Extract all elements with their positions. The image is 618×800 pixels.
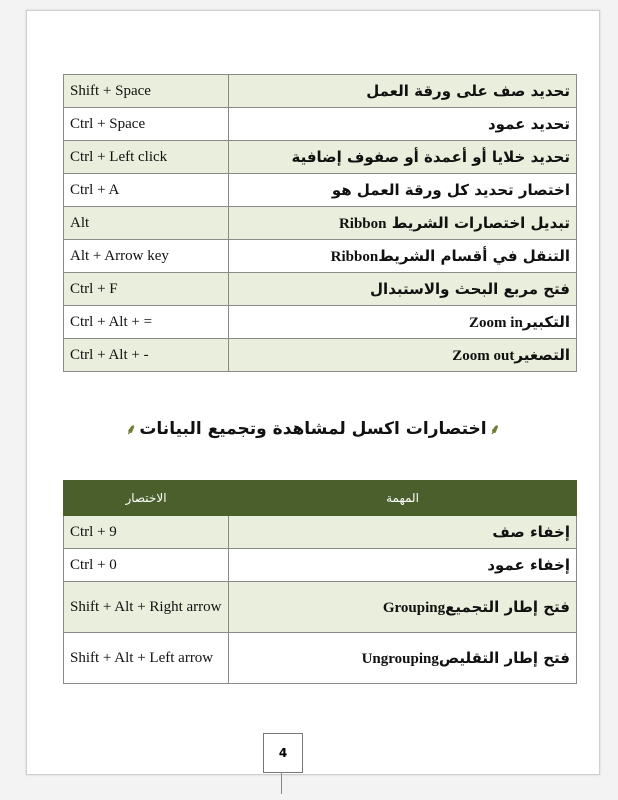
task-text-en: Ribbon xyxy=(338,215,387,232)
task-text-ar: تحديد خلايا أو أعمدة أو صفوف إضافية xyxy=(291,148,570,166)
shortcut-keys: Ctrl + 0 xyxy=(64,549,229,582)
shortcut-task xyxy=(229,240,577,273)
task-text-ar: تبديل اختصارات الشريط xyxy=(391,213,570,232)
column-header-task: المهمة xyxy=(229,481,577,516)
table-row xyxy=(64,273,577,306)
shortcut-keys: Shift + Alt + Left arrow xyxy=(64,633,229,684)
shortcut-keys: Ctrl + Space xyxy=(64,108,229,141)
page-number-stem xyxy=(281,772,282,794)
table-header-row xyxy=(64,481,577,516)
shortcut-task xyxy=(229,339,577,372)
shortcut-keys: Ctrl + Alt + - xyxy=(64,339,229,372)
task-text-en: Zoom out xyxy=(452,347,515,364)
task-text-ar: تحديد عمود xyxy=(487,115,570,133)
table-row xyxy=(64,306,577,339)
table-row xyxy=(64,141,577,174)
column-header-keys: الاختصار xyxy=(64,481,229,516)
document-page xyxy=(26,10,600,775)
shortcut-keys: Alt xyxy=(64,207,229,240)
shortcut-task xyxy=(229,549,577,582)
table-row xyxy=(64,339,577,372)
task-text-ar: فتح مربع البحث والاستبدال xyxy=(370,280,570,298)
task-text-en: Zoom in xyxy=(469,314,523,331)
table-row xyxy=(64,582,577,633)
shortcut-task xyxy=(229,108,577,141)
shortcut-task xyxy=(229,633,577,684)
table-row xyxy=(64,174,577,207)
task-text-en: Ungrouping xyxy=(361,650,439,667)
page-number: 4 xyxy=(263,733,303,773)
shortcut-task xyxy=(229,75,577,108)
section-heading-text: اختصارات اكسل لمشاهدة وتجميع البيانات xyxy=(139,419,487,439)
shortcut-keys: Ctrl + F xyxy=(64,273,229,306)
shortcut-task xyxy=(229,306,577,339)
shortcut-task xyxy=(229,516,577,549)
table-row xyxy=(64,207,577,240)
shortcut-task xyxy=(229,582,577,633)
shortcut-keys: Ctrl + 9 xyxy=(64,516,229,549)
shortcut-task xyxy=(229,273,577,306)
task-text-ar: التكبير xyxy=(522,312,570,331)
shortcut-task xyxy=(229,141,577,174)
table-row xyxy=(64,516,577,549)
shortcut-keys: Alt + Arrow key xyxy=(64,240,229,273)
task-text-ar: فتح إطار التجميع xyxy=(445,597,570,616)
table-row xyxy=(64,240,577,273)
task-text-ar: تحديد صف على ورقة العمل xyxy=(366,82,570,100)
task-text-ar: التنقل في أقسام الشريط xyxy=(378,246,570,265)
leaf-ornament-icon: ⸙ xyxy=(489,422,501,438)
leaf-ornament-icon: ⸙ xyxy=(125,422,137,438)
table-row xyxy=(64,633,577,684)
shortcut-task xyxy=(229,174,577,207)
task-text-en: Grouping xyxy=(382,599,446,616)
task-text-en: Ribbon xyxy=(330,248,379,265)
table-row xyxy=(64,75,577,108)
section-heading xyxy=(27,419,599,439)
shortcuts-table-selection xyxy=(63,74,577,372)
shortcut-keys: Ctrl + A xyxy=(64,174,229,207)
table-row xyxy=(64,108,577,141)
task-text-ar: اختصار تحديد كل ورقة العمل هو xyxy=(331,181,570,199)
task-text-ar: التصغير xyxy=(514,345,570,364)
shortcut-keys: Ctrl + Left click xyxy=(64,141,229,174)
shortcuts-table-grouping xyxy=(63,480,577,684)
table-row xyxy=(64,549,577,582)
task-text-ar: إخفاء صف xyxy=(492,523,570,541)
shortcut-keys: Shift + Space xyxy=(64,75,229,108)
task-text-ar: إخفاء عمود xyxy=(487,556,570,574)
task-text-ar: فتح إطار التقليص xyxy=(438,648,570,667)
shortcut-task xyxy=(229,207,577,240)
shortcut-keys: Ctrl + Alt + = xyxy=(64,306,229,339)
shortcut-keys: Shift + Alt + Right arrow xyxy=(64,582,229,633)
